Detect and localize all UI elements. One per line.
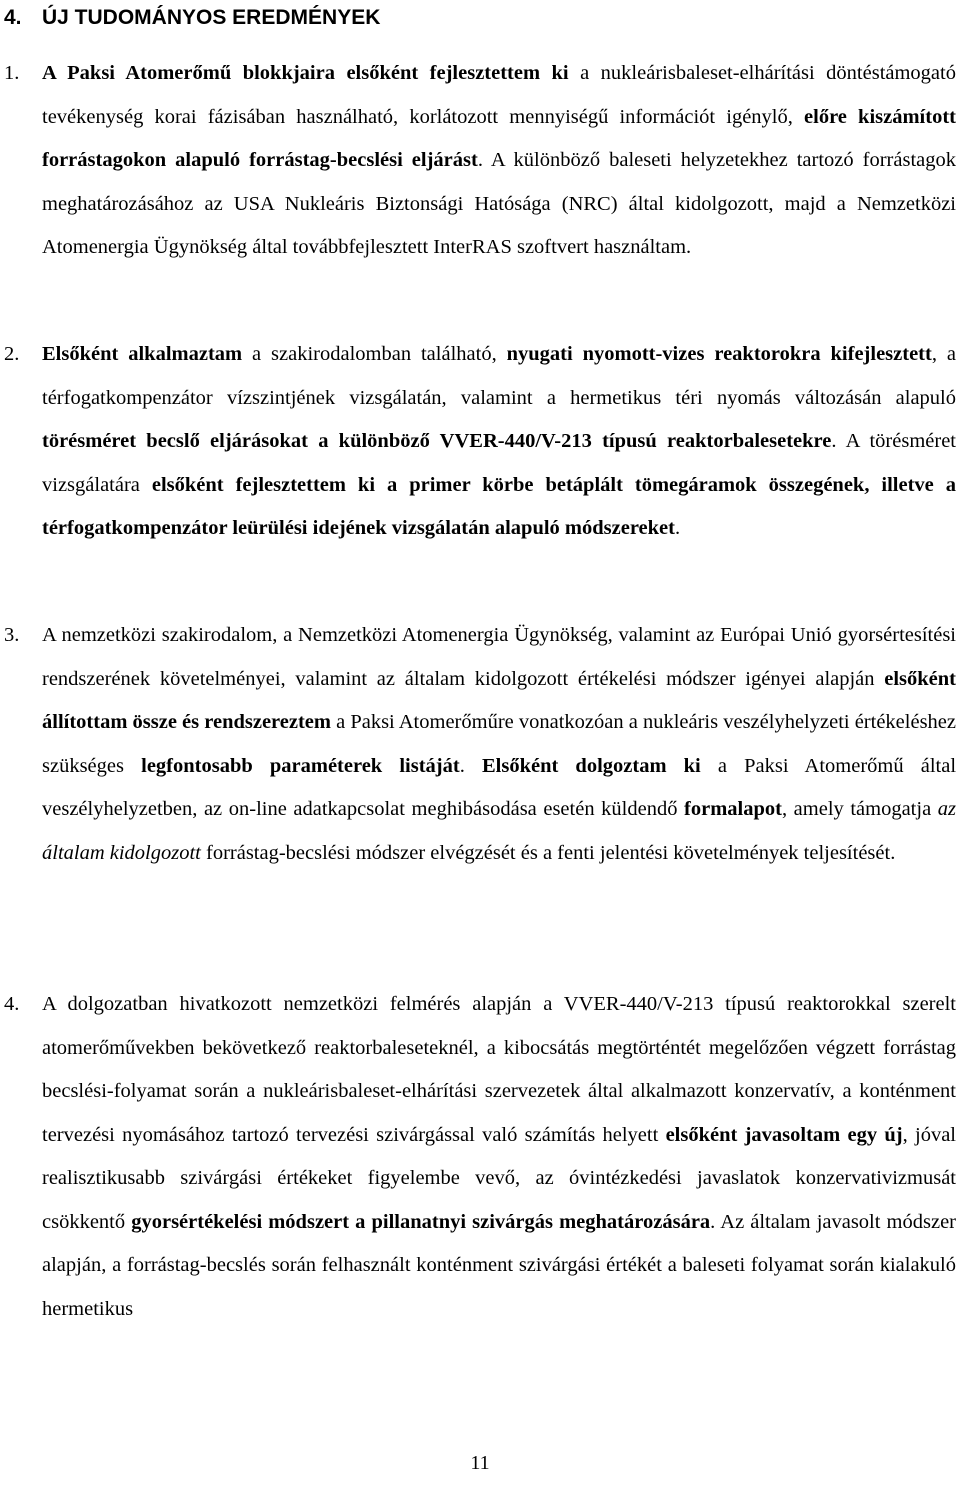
text-run: A dolgozatban hivatkozott nemzetközi felmérés alapján a VVER-440/V-213 típusú reaktorokkal szerelt atomerőművekben bekövetkező reaktorbaleseteknél, a kibocsátás megtörténtét megelőzően végzett forrástag becslési-folyamat során a nukleárisbaleset-elhárítási szervezetek által alkalmazott konzervatív, a konténment tervezési nyomásához tartozó tervezési szivárgással való számítás helyett <box>42 993 956 1146</box>
section-title: ÚJ TUDOMÁNYOS EREDMÉNYEK <box>42 6 381 29</box>
bold-text-run: formalapot <box>684 798 782 820</box>
bold-text-run: gyorsértékelési módszert a pillanatnyi szivárgás meghatározására <box>131 1210 711 1233</box>
item-text <box>42 52 956 270</box>
bold-text-run: előre kiszámított forrástagokon alapuló forrástag-becslési eljárást <box>42 105 956 171</box>
bold-text-run: A Paksi Atomerőmű blokkjaira elsőként fejlesztettem ki <box>42 62 569 84</box>
item-text <box>42 333 956 551</box>
text-run: forrástag-becslési módszer elvégzését és a fenti jelentési követelmények teljesítését. <box>200 841 896 864</box>
text-run: , a térfogatkompenzátor vízszintjének vizsgálatán, valamint a hermetikus téri nyomás változásán alapuló <box>42 343 956 409</box>
text-run: . A különböző baleseti helyzetekhez tartozó forrástagok meghatározásához az USA Nukleáris Biztonsági Hatósága (NRC) által kidolgozott, majd a Nemzetközi Atomenergia Ügynökség által továbbfejlesztett InterRAS szoftvert használtam. <box>42 149 956 258</box>
bold-text-run: elsőként állítottam össze és rendszereztem <box>42 667 956 733</box>
text-run: . <box>459 754 482 777</box>
text-run: . A törésméret vizsgálatára <box>42 430 957 496</box>
item-text <box>42 614 956 875</box>
text-run: a szakirodalomban található, <box>242 343 507 365</box>
text-run: a nukleárisbaleset-elhárítási döntéstámogató tevékenység korai fázisában használható, korlátozott mennyiségű információt igénylő, <box>42 62 956 128</box>
item-text <box>42 983 956 1331</box>
section-heading <box>4 6 380 30</box>
bold-text-run: elsőként javasoltam egy új <box>665 1123 903 1146</box>
bold-text-run: Elsőként dolgoztam ki <box>481 754 701 777</box>
bold-text-run: nyugati nyomott-vizes reaktorokra kifejlesztett <box>506 343 932 365</box>
bold-text-run: Elsőként alkalmaztam <box>42 343 243 365</box>
italic-text-run: az általam kidolgozott <box>42 798 956 864</box>
text-run: a Paksi Atomerőműre vonatkozóan a nukleáris veszélyhelyzeti értékeléshez szükséges <box>42 711 956 777</box>
item-number: 2. <box>4 343 20 365</box>
text-run: a Paksi Atomerőmű által veszélyhelyzetben, az on-line adatkapcsolat meghibásodása esetén küldendő <box>42 754 957 820</box>
text-run: , jóval realisztikusabb szivárgási értékeket figyelembe vevő, az óvintézkedési javaslatok konzervativizmusát csökkentő <box>42 1123 956 1233</box>
item-number: 3. <box>4 624 20 646</box>
bold-text-run: legfontosabb paraméterek listáját <box>141 754 460 777</box>
text-run: A nemzetközi szakirodalom, a Nemzetközi Atomenergia Ügynökség, valamint az Európai Unió gyorsértesítési rendszerének követelményei, valamint az általam kidolgozott értékelési módszer igényei alapján <box>42 624 956 690</box>
item-number: 1. <box>4 62 20 84</box>
text-run: . Az általam javasolt módszer alapján, a forrástag-becslés során felhasznált konténment szivárgási értékét a baleseti folyamat során kialakuló hermetikus <box>42 1210 956 1320</box>
section-number: 4. <box>4 6 22 29</box>
item-number: 4. <box>4 993 20 1015</box>
text-run: , amely támogatja <box>781 798 938 820</box>
bold-text-run: törésméret becslő eljárásokat a különböző VVER-440/V-213 típusú reaktorbalesetekre <box>42 430 832 452</box>
bold-text-run: elsőként fejlesztettem ki a primer körbe betáplált tömegáramok összegének, illetve a térfogatkompenzátor leürülési idejének vizsgálatán alapuló módszereket <box>42 473 956 539</box>
text-run: . <box>674 517 681 539</box>
page-number: 11 <box>470 1452 490 1474</box>
